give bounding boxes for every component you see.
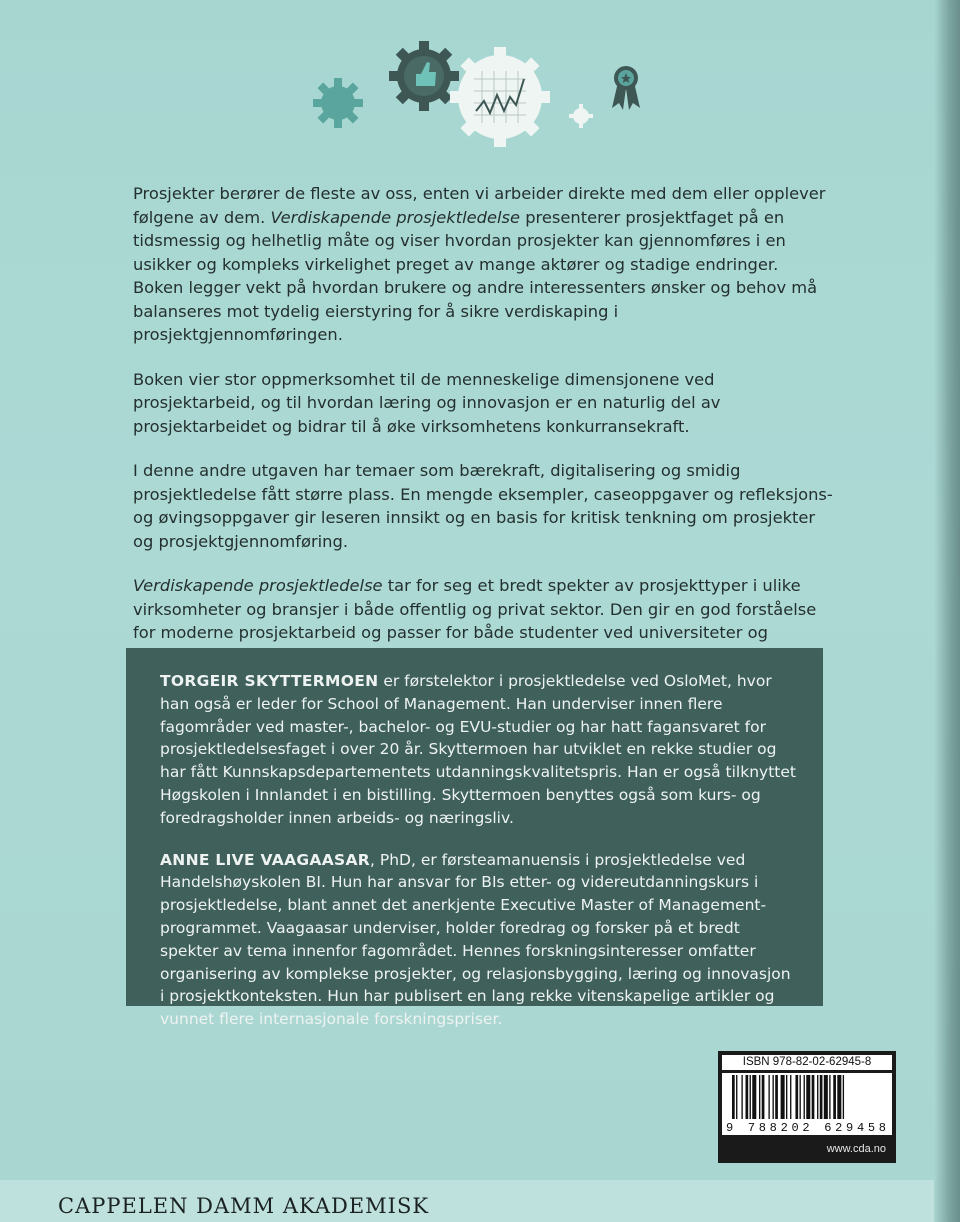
paragraph-3-text: I denne andre utgaven har temaer som bærekraft, digitalisering og smidig prosjektledelse fått større plass. En mengde eksempler, caseoppgaver og refleksjons- og øvingsoppgaver gir leseren innsikt og en basis for kritisk tenkning om prosjekter og prosjektgjennomføring. xyxy=(133,461,833,551)
barcode-bar xyxy=(773,1075,774,1119)
book-title-italic: Verdiskapende prosjektledelse xyxy=(133,576,383,595)
barcode-bar xyxy=(824,1075,828,1119)
barcode-bar xyxy=(790,1075,791,1119)
icon-cluster-svg xyxy=(300,30,680,150)
barcode-digits: 9 788202 629458 xyxy=(726,1121,886,1135)
decorative-icon-cluster xyxy=(300,30,680,150)
barcode-bars xyxy=(722,1073,892,1135)
paragraph-1-text: Prosjekter berører de fleste av oss, enten vi arbeider direkte med dem eller opplever følgene av dem. xyxy=(133,184,826,227)
barcode-bar xyxy=(843,1075,844,1119)
isbn-barcode-box xyxy=(718,1051,896,1163)
barcode-bar xyxy=(752,1075,756,1119)
award-ribbon-icon xyxy=(612,66,640,110)
paragraph-4-text: tar for seg et bredt spekter av prosjekttyper i ulike virksomheter og bransjer i både offentlig og privat sektor. Den gir en god forståelse for moderne prosjektarbeid og passer for både studenter ved universiteter og xyxy=(133,576,817,642)
author-bio-text-2: , PhD, er førsteamanuensis i prosjektledelse ved Handelshøyskolen BI. Hun har ansvar for BIs etter- og videreutdanningskurs i prosjektledelse, blant annet det anerkjente Executive Master of Management-programmet. Vaagaasar underviser, holder foredrag og forsker på et bredt spekter av tema innenfor fagområdet. Hennes forskningsinteresser omfatter organisering av komplekse prosjekter, og relasjonsbygging, læring og innovasjon i prosjektkonteksten. Hun har publisert en lang rekke vitenskapelige artikler og vunnet flere internasjonale forskningspriser. xyxy=(160,850,791,1029)
barcode-bar xyxy=(775,1075,778,1119)
barcode-bar xyxy=(750,1075,751,1119)
barcode-bar xyxy=(786,1075,787,1119)
description-text xyxy=(133,182,833,689)
barcode-bar xyxy=(795,1075,798,1119)
barcode-bar xyxy=(829,1075,830,1119)
author-name-2: ANNE LIVE VAAGAASAR xyxy=(160,850,370,869)
publisher-name: CAPPELEN DAMM AKADEMISK xyxy=(58,1194,430,1218)
barcode-bar xyxy=(762,1075,765,1119)
barcode-bar xyxy=(817,1075,818,1119)
book-title-italic: Verdiskapende prosjektledelse xyxy=(270,207,521,227)
barcode-bar xyxy=(833,1075,836,1119)
thumbs-up-gear-icon xyxy=(389,41,459,111)
barcode-bar xyxy=(781,1075,785,1119)
barcode-bar xyxy=(736,1075,737,1119)
barcode-bar xyxy=(804,1075,805,1119)
barcode-bar xyxy=(806,1075,810,1119)
author-bio-1 xyxy=(160,670,799,830)
author-bio-text-1: er førstelektor i prosjektledelse ved OsloMet, hvor han også er leder for School of Management. Han underviser innen flere fagområder ved master-, bachelor- og EVU-studier og har hatt fagansvaret for prosjektledelsesfaget i over 20 år. Skyttermoen har utviklet en rekke studier og har fått Kunnskapsdepartementets utdanningskvalitetspris. Han er også tilknyttet Høgskolen i Innlandet i en bistilling. Skyttermoen benyttes også som kurs- og foredragsholder innen arbeids- og næringsliv. xyxy=(160,672,796,827)
chart-gear-icon xyxy=(450,47,550,147)
paragraph-1 xyxy=(133,182,833,347)
barcode-bar xyxy=(812,1075,815,1119)
gear-icon xyxy=(313,78,363,128)
paragraph-2-text: Boken vier stor oppmerksomhet til de menneskelige dimensjonene ved prosjektarbeid, og til hvordan læring og innovasjon er en naturlig del av prosjektarbeidet og bidrar til å øke virksomhetens konkurransekraft. xyxy=(133,369,721,436)
barcode-bar xyxy=(741,1075,742,1119)
barcode-bar xyxy=(837,1075,841,1119)
author-bio-2 xyxy=(160,849,799,1031)
barcode-bar xyxy=(768,1075,769,1119)
barcode xyxy=(722,1073,892,1135)
paragraph-2 xyxy=(133,368,833,439)
isbn-label: ISBN 978-82-02-62945-8 xyxy=(722,1055,892,1070)
barcode-bar xyxy=(732,1075,735,1119)
paragraph-1-text-cont: presenterer prosjektfaget på en tidsmessig og helhetlig måte og viser hvordan prosjekter kan gjennomføres i en usikker og kompleks virkelighet preget av mange aktører og stadige endringer. Boken legger vekt på hvordan brukere og andre interessenters ønsker og behov må balanseres mot tydelig eierstyring for å sikre verdiskaping i prosjektgjennomføringen. xyxy=(133,207,818,344)
author-name-1: TORGEIR SKYTTERMOEN xyxy=(160,672,379,690)
barcode-bar xyxy=(746,1075,749,1119)
barcode-bar xyxy=(820,1075,823,1119)
paragraph-3 xyxy=(133,459,833,553)
small-gear-icon xyxy=(569,104,593,128)
barcode-bar xyxy=(800,1075,801,1119)
publisher-website: www.cda.no xyxy=(826,1143,886,1155)
author-bio-box xyxy=(126,648,823,1029)
barcode-bar xyxy=(759,1075,760,1119)
